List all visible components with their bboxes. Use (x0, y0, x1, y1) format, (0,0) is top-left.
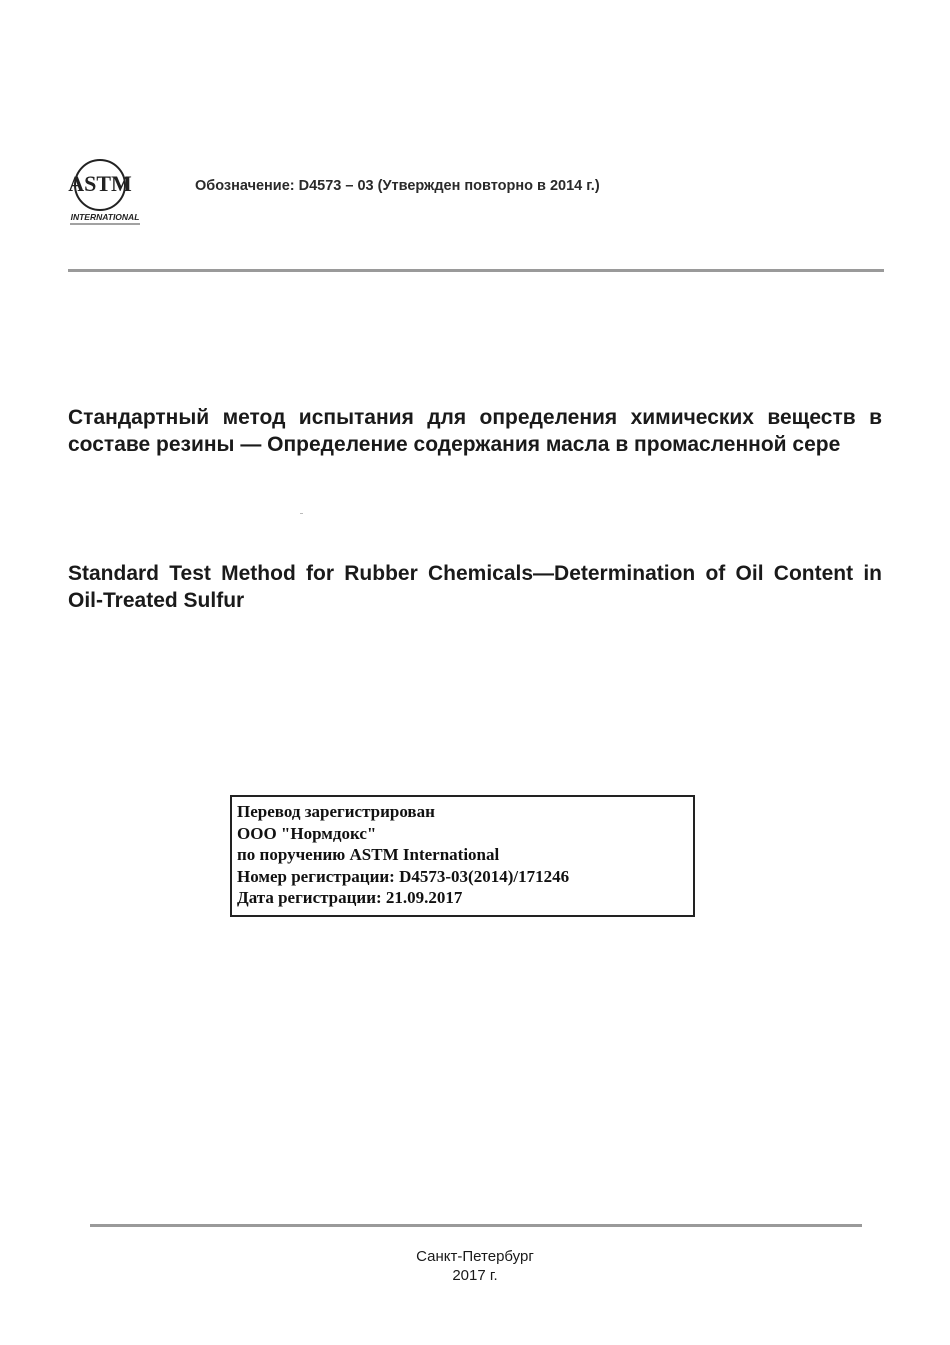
registration-line: по поручению ASTM International (237, 845, 500, 864)
registration-line: Перевод зарегистрирован (237, 802, 435, 821)
scan-artifact (300, 513, 303, 514)
registration-line: ООО "Нормдокс" (237, 823, 377, 843)
footer-city: Санкт-Петербург (416, 1248, 534, 1265)
footer-year: 2017 г. (452, 1267, 498, 1284)
title-russian: Стандартный метод испытания для определения химических веществ в составе резины — Определение содержания масла в промасленной сере (68, 406, 882, 456)
top-divider (68, 269, 884, 272)
astm-logo-icon (66, 157, 144, 227)
svg-text:ASTM: ASTM (68, 171, 132, 196)
registration-line: Номер регистрации: D4573-03(2014)/171246 (237, 866, 570, 886)
registration-box (230, 795, 695, 917)
title-english: Standard Test Method for Rubber Chemicals—Determination of Oil Content in Oil-Treated Sulfur (68, 562, 882, 612)
bottom-divider (90, 1224, 862, 1227)
footer (0, 1247, 950, 1285)
svg-text:INTERNATIONAL: INTERNATIONAL (70, 212, 140, 222)
designation-text: Обозначение: D4573 – 03 (Утвержден повторно в 2014 г.) (195, 178, 600, 194)
registration-line: Дата регистрации: 21.09.2017 (237, 888, 463, 907)
